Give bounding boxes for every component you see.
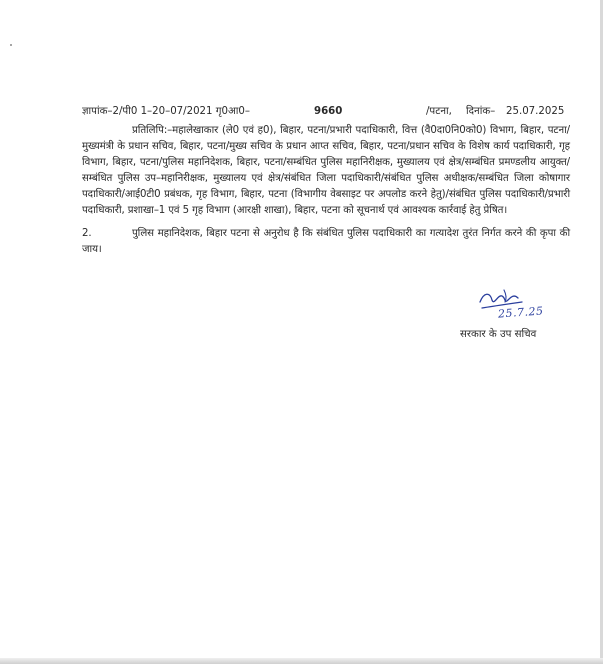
paragraph-number: 2. [82, 227, 92, 239]
memo-reference: ज्ञापांक–2/पी0 1–20–07/2021 गृ0आ0– [82, 106, 250, 117]
memo-number: 9660 [314, 106, 343, 117]
date-value: 25.07.2025 [506, 106, 565, 117]
copy-to-paragraph: प्रतिलिपि:–महालेखाकार (ले0 एवं ह0), बिहार, पटना/प्रभारी पदाधिकारी, वित्त (वै0दा0नि0को0) विभाग, बिहार, पटना/मुख्यमंत्री के प्रधान सचिव, बिहार, पटना/मुख्य सचिव के प्रधान आप्त सचिव, बिहार, पटना/प्रधान सचिव के विशेष कार्य पदाधिकारी, गृह विभाग, बिहार, पटना/पुलिस महानिदेशक, बिहार, पटना/सम्बंधित पुलिस महानिरीक्षक, मुख्यालय एवं क्षेत्र/सम्बंधित प्रमण्डलीय आयुक्त/सम्बंधित पुलिस उप–महानिरीक्षक, मुख्यालय एवं क्षेत्र/संबंधित जिला पदाधिकारी/संबंधित पुलिस अधीक्षक/सम्बंधित जिला कोषागार पदाधिकारी/आई0टी0 प्रबंधक, गृह विभाग, बिहार, पटना (विभागीय वेबसाइट पर अपलोड करने हेतु)/संबंधित पुलिस पदाधिकारी/प्रभारी पदाधिकारी, प्रशाखा–1 एवं 5 गृह विभाग (आरक्षी शाखा), बिहार, पटना को सूचनार्थ एवं आवश्यक कार्रवाई हेतु प्रेषित। [82, 125, 570, 217]
date-label: दिनांक– [466, 106, 496, 117]
place-text: /पटना, [426, 106, 452, 117]
signatory-designation: सरकार के उप सचिव [460, 329, 537, 340]
page-bottom-edge [0, 658, 603, 664]
paragraph-2-text: पुलिस महानिदेशक, बिहार पटना से अनुरोध है कि संबंधित पुलिस पदाधिकारी का गत्यादेश तुरंत निर्गत करने की कृपा की जाय। [82, 227, 570, 255]
reference-line [82, 104, 570, 120]
paragraph-2 [82, 226, 570, 258]
letter-body [82, 104, 570, 258]
signature-date: 25.7.25 [497, 304, 544, 321]
scan-speck [10, 44, 12, 46]
